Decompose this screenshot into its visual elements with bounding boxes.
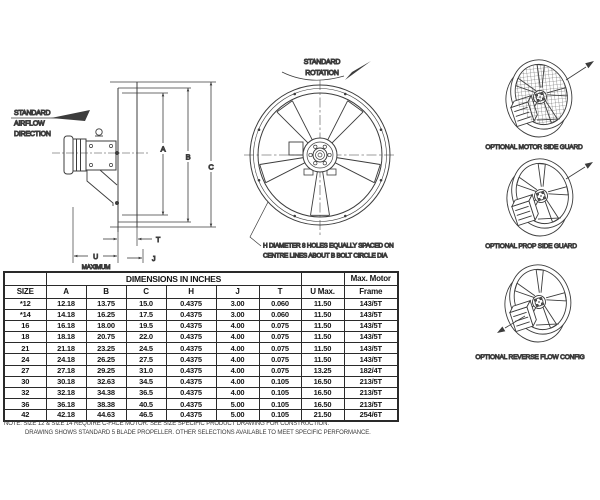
table-row <box>4 343 398 354</box>
airflow-label-line3: DIRECTION <box>14 131 51 138</box>
table-cell: 4.00 <box>216 388 259 399</box>
table-cell: 11.50 <box>301 343 344 354</box>
table-cell: 0.4375 <box>166 298 216 309</box>
table-cell: 0.105 <box>259 399 301 410</box>
table-cell: 30 <box>4 376 46 387</box>
option-label-prop-side-guard: OPTIONAL PROP SIDE GUARD <box>485 243 577 250</box>
table-cell: 13.25 <box>301 365 344 376</box>
table-cell: 27.18 <box>46 365 86 376</box>
holes-note-line2: CENTRE LINES ABOUT B BOLT CIRCLE DIA <box>263 252 388 260</box>
table-cell: 24.5 <box>126 343 166 354</box>
table-cell: 0.4375 <box>166 343 216 354</box>
table-cell: 4.00 <box>216 354 259 365</box>
table-cell: 213/5T <box>344 376 398 387</box>
fan-front-view <box>244 59 396 260</box>
note-line-2: DRAWING SHOWS STANDARD 5 BLADE PROPELLER. OTHER SELECTIONS AVAILABLE TO MEET SPECIFIC PERFORMANCE. <box>25 429 371 436</box>
table-cell: 36 <box>4 399 46 410</box>
table-cell: 34.38 <box>86 388 126 399</box>
table-cell: 0.4375 <box>166 354 216 365</box>
table-cell: 12.18 <box>46 298 86 309</box>
table-cell: 0.4375 <box>166 309 216 320</box>
table-cell: 40.5 <box>126 399 166 410</box>
table-row <box>4 309 398 320</box>
table-cell: 16.50 <box>301 399 344 410</box>
motor-assembly <box>52 129 150 206</box>
table-cell: 18.18 <box>46 332 86 343</box>
table-cell: 38.38 <box>86 399 126 410</box>
table-cell: 0.060 <box>259 309 301 320</box>
dimensions-table-body <box>4 298 398 421</box>
table-cell: 3.00 <box>216 298 259 309</box>
table-cell: 32 <box>4 388 46 399</box>
table-cell: 0.4375 <box>166 320 216 331</box>
table-cell: 13.75 <box>86 298 126 309</box>
table-cell: 42.18 <box>46 410 86 421</box>
table-cell: 44.63 <box>86 410 126 421</box>
table-cell: *12 <box>4 298 46 309</box>
table-cell: 11.50 <box>301 354 344 365</box>
table-cell: 143/5T <box>344 320 398 331</box>
table-row <box>4 354 398 365</box>
table-cell: 3.00 <box>216 309 259 320</box>
optional-config-motor-side-guard <box>485 52 594 151</box>
table-row <box>4 320 398 331</box>
col-header-u-max: U Max. <box>301 285 344 298</box>
table-cell: 4.00 <box>216 320 259 331</box>
table-cell: 42 <box>4 410 46 421</box>
option-label-motor-side-guard: OPTIONAL MOTOR SIDE GUARD <box>485 144 583 151</box>
rotation-label-line1: STANDARD <box>303 59 341 66</box>
col-header-a: A <box>46 285 86 298</box>
col-header-c: C <box>126 285 166 298</box>
table-cell: 36.5 <box>126 388 166 399</box>
dim-label-t: T <box>156 237 161 244</box>
optional-config-prop-side-guard <box>485 151 593 250</box>
table-cell: 30.18 <box>46 376 86 387</box>
airflow-direction-arrow <box>51 110 90 121</box>
table-cell: 21.50 <box>301 410 344 421</box>
airflow-arrow <box>585 61 594 68</box>
table-notes <box>4 420 371 438</box>
table-cell: 0.075 <box>259 332 301 343</box>
table-cell: 0.4375 <box>166 332 216 343</box>
table-span-header: DIMENSIONS IN INCHES <box>46 272 301 285</box>
col-header-t: T <box>259 285 301 298</box>
table-cell: 0.075 <box>259 343 301 354</box>
table-row <box>4 365 398 376</box>
table-cell: 0.075 <box>259 320 301 331</box>
table-cell: 213/5T <box>344 388 398 399</box>
table-cell: 15.0 <box>126 298 166 309</box>
table-cell: 4.00 <box>216 332 259 343</box>
table-cell: 16.18 <box>46 320 86 331</box>
rotation-label-line2: ROTATION <box>305 70 339 77</box>
dimension-lines <box>73 82 216 271</box>
col-header-size: SIZE <box>4 285 46 298</box>
table-cell: 0.105 <box>259 388 301 399</box>
table-cell: 213/5T <box>344 399 398 410</box>
table-cell: 16.50 <box>301 388 344 399</box>
table-row <box>4 298 398 309</box>
table-cell: 22.0 <box>126 332 166 343</box>
motor-frame-header-top: Max. Motor <box>344 272 398 285</box>
table-header-row-1 <box>4 272 398 285</box>
table-cell: 143/5T <box>344 343 398 354</box>
table-cell: *14 <box>4 309 46 320</box>
table-cell: 20.75 <box>86 332 126 343</box>
maximum-label: MAXIMUM <box>81 264 111 271</box>
table-cell: 143/5T <box>344 309 398 320</box>
table-cell: 32.18 <box>46 388 86 399</box>
table-cell: 143/5T <box>344 354 398 365</box>
table-cell: 27.5 <box>126 354 166 365</box>
table-cell: 16.50 <box>301 376 344 387</box>
table-cell: 5.00 <box>216 399 259 410</box>
fan-side-view <box>11 82 216 271</box>
table-cell: 27 <box>4 365 46 376</box>
table-cell: 21 <box>4 343 46 354</box>
table-row <box>4 388 398 399</box>
table-cell: 4.00 <box>216 365 259 376</box>
table-cell: 19.5 <box>126 320 166 331</box>
table-cell: 17.5 <box>126 309 166 320</box>
table-cell: 0.060 <box>259 298 301 309</box>
table-cell: 34.5 <box>126 376 166 387</box>
table-cell: 0.105 <box>259 376 301 387</box>
header-blank <box>4 272 46 285</box>
table-cell: 21.18 <box>46 343 86 354</box>
table-cell: 143/5T <box>344 332 398 343</box>
rotation-arrow <box>345 61 371 80</box>
table-cell: 26.25 <box>86 354 126 365</box>
table-cell: 0.4375 <box>166 399 216 410</box>
table-cell: 46.5 <box>126 410 166 421</box>
table-cell: 14.18 <box>46 309 86 320</box>
dim-label-b: B <box>185 152 191 162</box>
table-cell: 11.50 <box>301 320 344 331</box>
header-blank <box>301 272 344 285</box>
table-cell: 24.18 <box>46 354 86 365</box>
table-cell: 31.0 <box>126 365 166 376</box>
table-cell: 143/5T <box>344 298 398 309</box>
table-cell: 11.50 <box>301 332 344 343</box>
table-cell: 0.4375 <box>166 365 216 376</box>
dim-label-u: U <box>93 254 98 261</box>
eye-bolt-icon <box>96 129 102 135</box>
table-cell: 36.18 <box>46 399 86 410</box>
table-cell: 18.00 <box>86 320 126 331</box>
table-cell: 182/4T <box>344 365 398 376</box>
hub <box>289 138 337 175</box>
note-line-1: NOTE: SIZE 12 & SIZE 14 REQUIRE C-FACE MOTOR. SEE SIZE SPECIFIC PRODUCT DRAWING FOR CONSTRUCTION. <box>4 421 329 427</box>
table-cell: 18 <box>4 332 46 343</box>
col-header-j: J <box>216 285 259 298</box>
col-header-b: B <box>86 285 126 298</box>
motor-frame-header-bottom: Frame <box>344 285 398 298</box>
table-cell: 0.4375 <box>166 388 216 399</box>
table-cell: 11.50 <box>301 309 344 320</box>
table-cell: 0.4375 <box>166 376 216 387</box>
table-cell: 32.63 <box>86 376 126 387</box>
table-cell: 0.105 <box>259 410 301 421</box>
table-cell: 23.25 <box>86 343 126 354</box>
airflow-arrow <box>497 327 505 334</box>
table-header-row-2 <box>4 285 398 298</box>
airflow-arrow <box>585 162 593 169</box>
table-cell: 24 <box>4 354 46 365</box>
table-cell: 0.4375 <box>166 410 216 421</box>
dimensions-table <box>3 271 399 422</box>
table-cell: 0.075 <box>259 365 301 376</box>
table-cell: 4.00 <box>216 376 259 387</box>
optional-config-reverse-flow <box>475 257 584 361</box>
table-cell: 0.075 <box>259 354 301 365</box>
table-row <box>4 376 398 387</box>
table-cell: 11.50 <box>301 298 344 309</box>
col-header-h: H <box>166 285 216 298</box>
option-label-reverse-flow: OPTIONAL REVERSE FLOW CONFIG <box>475 354 585 361</box>
dim-label-j: J <box>152 256 156 263</box>
table-cell: 29.25 <box>86 365 126 376</box>
airflow-label-line1: STANDARD <box>14 110 51 117</box>
dim-label-a: A <box>160 144 166 154</box>
airflow-label-line2: AIRFLOW <box>14 120 45 128</box>
table-cell: 5.00 <box>216 410 259 421</box>
holes-note-line1: H DIAMETER 8 HOLES EQUALLY SPACED ON <box>263 242 394 250</box>
table-cell: 16.25 <box>86 309 126 320</box>
table-cell: 4.00 <box>216 343 259 354</box>
table-row <box>4 332 398 343</box>
table-cell: 254/6T <box>344 410 398 421</box>
table-row <box>4 399 398 410</box>
dim-label-c: C <box>208 162 214 172</box>
table-cell: 16 <box>4 320 46 331</box>
